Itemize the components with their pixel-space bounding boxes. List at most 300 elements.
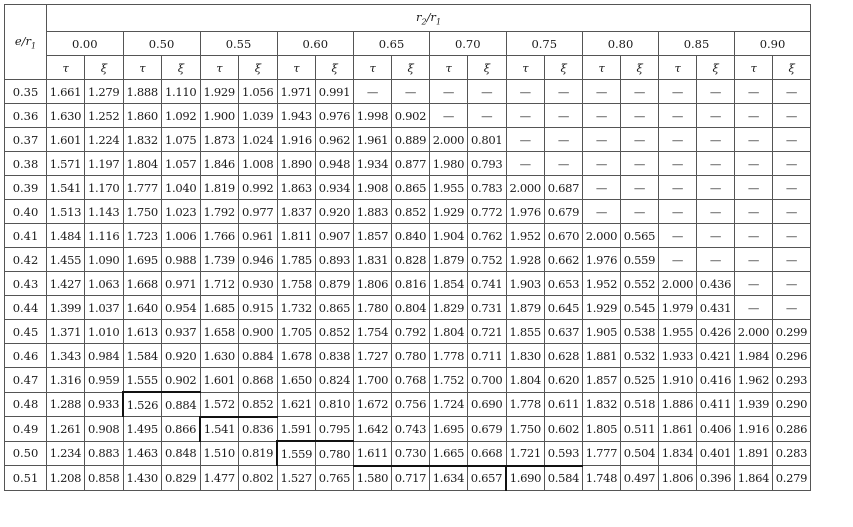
tau-value-cell: — <box>735 272 773 296</box>
xi-value-cell: 1.116 <box>85 224 124 248</box>
xi-value-cell: 0.893 <box>316 248 354 272</box>
tau-value-cell: 1.758 <box>277 272 316 296</box>
tau-value-cell: 1.864 <box>735 466 773 491</box>
xi-value-cell: 0.810 <box>316 392 354 417</box>
tau-value-cell: 1.829 <box>430 296 468 320</box>
xi-value-cell: 0.620 <box>545 368 583 393</box>
row-label-e: 0.42 <box>5 248 47 272</box>
tau-value-cell: 1.541 <box>47 176 85 200</box>
xi-value-cell: 0.518 <box>621 392 659 417</box>
table-row <box>5 272 811 296</box>
tau-value-cell: 1.834 <box>659 441 697 466</box>
tau-value-cell: — <box>354 80 392 104</box>
tau-value-cell: 1.695 <box>430 417 468 442</box>
xi-value-cell: — <box>697 128 735 152</box>
xi-symbol: ξ <box>468 56 507 80</box>
xi-value-cell: 0.717 <box>392 466 430 491</box>
xi-value-cell: 0.879 <box>316 272 354 296</box>
col-header-r: r <box>415 9 422 24</box>
xi-value-cell: 0.426 <box>697 320 735 344</box>
ratio-header-cell: 0.00 <box>47 32 124 56</box>
xi-value-cell: 0.828 <box>392 248 430 272</box>
tau-value-cell: 1.904 <box>430 224 468 248</box>
xi-value-cell: 1.075 <box>162 128 201 152</box>
xi-value-cell: 0.829 <box>162 466 201 491</box>
xi-value-cell: — <box>773 80 811 104</box>
tau-value-cell: 2.000 <box>430 128 468 152</box>
xi-value-cell: 0.762 <box>468 224 507 248</box>
xi-value-cell: 0.793 <box>468 152 507 176</box>
tau-value-cell: 1.766 <box>200 224 239 248</box>
tau-value-cell: 1.857 <box>583 368 621 393</box>
xi-value-cell: 0.984 <box>85 344 124 368</box>
tau-value-cell: 1.739 <box>200 248 239 272</box>
xi-value-cell: 0.752 <box>468 248 507 272</box>
xi-symbol: ξ <box>621 56 659 80</box>
xi-value-cell: 0.946 <box>239 248 278 272</box>
tau-value-cell: — <box>659 248 697 272</box>
tau-value-cell: 1.929 <box>200 80 239 104</box>
xi-value-cell: 1.224 <box>85 128 124 152</box>
ratio-header-row <box>5 32 811 56</box>
tau-value-cell: — <box>659 200 697 224</box>
xi-value-cell: — <box>545 80 583 104</box>
xi-value-cell: 0.802 <box>239 466 278 491</box>
xi-value-cell: 1.039 <box>239 104 278 128</box>
tau-value-cell: 1.860 <box>123 104 162 128</box>
tau-value-cell: 1.750 <box>123 200 162 224</box>
xi-value-cell: — <box>621 176 659 200</box>
tau-value-cell: 1.955 <box>430 176 468 200</box>
xi-value-cell: 0.816 <box>392 272 430 296</box>
tau-symbol: τ <box>200 56 239 80</box>
xi-value-cell: 0.792 <box>392 320 430 344</box>
tau-value-cell: 1.316 <box>47 368 85 393</box>
xi-value-cell: 0.840 <box>392 224 430 248</box>
tau-value-cell: — <box>583 128 621 152</box>
tau-value-cell: 1.857 <box>354 224 392 248</box>
tau-value-cell: 1.559 <box>277 441 316 466</box>
tau-value-cell: 1.998 <box>354 104 392 128</box>
xi-value-cell: 0.690 <box>468 392 507 417</box>
tau-value-cell: 1.455 <box>47 248 85 272</box>
tau-value-cell: 1.879 <box>506 296 545 320</box>
xi-value-cell: 0.756 <box>392 392 430 417</box>
tau-value-cell: 1.650 <box>277 368 316 393</box>
xi-value-cell: — <box>697 176 735 200</box>
tau-value-cell: — <box>583 80 621 104</box>
tau-value-cell: 1.748 <box>583 466 621 491</box>
tau-value-cell: 1.752 <box>430 368 468 393</box>
xi-value-cell: 1.092 <box>162 104 201 128</box>
xi-value-cell: — <box>697 200 735 224</box>
tau-value-cell: 1.526 <box>123 392 162 417</box>
tau-value-cell: 1.984 <box>735 344 773 368</box>
xi-value-cell: — <box>697 152 735 176</box>
xi-value-cell: 0.884 <box>162 392 201 417</box>
xi-value-cell: 1.040 <box>162 176 201 200</box>
tau-value-cell: 1.630 <box>200 344 239 368</box>
tau-value-cell: 1.234 <box>47 441 85 466</box>
xi-value-cell: 0.721 <box>468 320 507 344</box>
xi-value-cell: 0.838 <box>316 344 354 368</box>
xi-value-cell: 0.293 <box>773 368 811 393</box>
xi-value-cell: 0.977 <box>239 200 278 224</box>
xi-value-cell: 0.504 <box>621 441 659 466</box>
tau-value-cell: 1.658 <box>200 320 239 344</box>
row-label-e: 0.35 <box>5 80 47 104</box>
xi-value-cell: 0.933 <box>85 392 124 417</box>
tau-value-cell: 1.463 <box>123 441 162 466</box>
xi-value-cell: 0.497 <box>621 466 659 491</box>
tau-value-cell: — <box>506 104 545 128</box>
xi-value-cell: 0.920 <box>316 200 354 224</box>
tau-value-cell: — <box>735 152 773 176</box>
tau-value-cell: — <box>735 224 773 248</box>
tau-value-cell: 1.832 <box>123 128 162 152</box>
xi-value-cell: 0.971 <box>162 272 201 296</box>
xi-value-cell: 0.819 <box>239 441 278 466</box>
tau-value-cell: 1.477 <box>200 466 239 491</box>
table-row <box>5 128 811 152</box>
xi-value-cell: 0.780 <box>316 441 354 466</box>
xi-symbol: ξ <box>316 56 354 80</box>
xi-value-cell: — <box>621 104 659 128</box>
xi-value-cell: 0.908 <box>85 417 124 442</box>
tau-value-cell: 1.777 <box>583 441 621 466</box>
xi-value-cell: 0.700 <box>468 368 507 393</box>
xi-value-cell: 0.286 <box>773 417 811 442</box>
tau-value-cell: — <box>659 176 697 200</box>
row-label-e: 0.43 <box>5 272 47 296</box>
tau-value-cell: 1.891 <box>735 441 773 466</box>
tau-value-cell: 1.916 <box>277 128 316 152</box>
xi-value-cell: 0.852 <box>239 392 278 417</box>
table-container <box>4 4 811 491</box>
table-row <box>5 176 811 200</box>
tau-value-cell: 2.000 <box>506 176 545 200</box>
xi-value-cell: — <box>697 248 735 272</box>
row-label-e: 0.39 <box>5 176 47 200</box>
xi-value-cell: — <box>621 200 659 224</box>
xi-value-cell: 0.824 <box>316 368 354 393</box>
tau-value-cell: 1.513 <box>47 200 85 224</box>
xi-value-cell: 0.883 <box>85 441 124 466</box>
xi-value-cell: 0.865 <box>316 296 354 320</box>
xi-value-cell: 0.421 <box>697 344 735 368</box>
tau-value-cell: — <box>583 104 621 128</box>
tau-value-cell: 1.886 <box>659 392 697 417</box>
tau-value-cell: 1.343 <box>47 344 85 368</box>
tau-value-cell: 1.955 <box>659 320 697 344</box>
xi-value-cell: 0.730 <box>392 441 430 466</box>
tau-value-cell: 1.804 <box>506 368 545 393</box>
xi-value-cell: 1.252 <box>85 104 124 128</box>
xi-value-cell: 0.934 <box>316 176 354 200</box>
tau-value-cell: 1.873 <box>200 128 239 152</box>
xi-value-cell: 1.063 <box>85 272 124 296</box>
tau-symbol: τ <box>277 56 316 80</box>
tau-value-cell: 1.804 <box>123 152 162 176</box>
row-label-e: 0.36 <box>5 104 47 128</box>
row-label-e: 0.46 <box>5 344 47 368</box>
tau-value-cell: 1.855 <box>506 320 545 344</box>
tau-value-cell: 2.000 <box>735 320 773 344</box>
xi-value-cell: 1.023 <box>162 200 201 224</box>
xi-value-cell: 0.662 <box>545 248 583 272</box>
tau-value-cell: 1.621 <box>277 392 316 417</box>
tau-value-cell: — <box>583 200 621 224</box>
tau-value-cell: 1.903 <box>506 272 545 296</box>
xi-value-cell: 0.858 <box>85 466 124 491</box>
xi-value-cell: 0.411 <box>697 392 735 417</box>
tau-value-cell: 1.634 <box>430 466 468 491</box>
tau-value-cell: 1.571 <box>47 152 85 176</box>
table-row <box>5 466 811 491</box>
row-label-e: 0.44 <box>5 296 47 320</box>
xi-value-cell: 1.024 <box>239 128 278 152</box>
xi-value-cell: 0.545 <box>621 296 659 320</box>
xi-value-cell: 0.525 <box>621 368 659 393</box>
xi-value-cell: 0.602 <box>545 417 583 442</box>
tau-value-cell: 1.208 <box>47 466 85 491</box>
xi-value-cell: 1.006 <box>162 224 201 248</box>
tau-value-cell: 1.837 <box>277 200 316 224</box>
table-row <box>5 441 811 466</box>
xi-value-cell: — <box>621 152 659 176</box>
row-label-e: 0.51 <box>5 466 47 491</box>
tau-symbol: τ <box>659 56 697 80</box>
tau-value-cell: 1.672 <box>354 392 392 417</box>
tau-value-cell: 1.863 <box>277 176 316 200</box>
ratio-header-cell: 0.90 <box>735 32 811 56</box>
xi-value-cell: — <box>392 80 430 104</box>
tau-value-cell: — <box>506 80 545 104</box>
xi-value-cell: 0.416 <box>697 368 735 393</box>
row-header-e-over-r1 <box>5 5 47 80</box>
xi-value-cell: 0.279 <box>773 466 811 491</box>
tau-value-cell: 1.288 <box>47 392 85 417</box>
xi-value-cell: 0.795 <box>316 417 354 442</box>
tau-value-cell: 1.541 <box>200 417 239 442</box>
tau-value-cell: 1.778 <box>430 344 468 368</box>
xi-value-cell: 1.197 <box>85 152 124 176</box>
table-row <box>5 320 811 344</box>
xi-value-cell: 0.396 <box>697 466 735 491</box>
tau-value-cell: 1.804 <box>430 320 468 344</box>
row-label-e: 0.50 <box>5 441 47 466</box>
xi-value-cell: 0.436 <box>697 272 735 296</box>
tau-value-cell: 1.879 <box>430 248 468 272</box>
row-label-e: 0.49 <box>5 417 47 442</box>
tau-value-cell: 1.962 <box>735 368 773 393</box>
tau-value-cell: 1.754 <box>354 320 392 344</box>
tau-value-cell: 1.777 <box>123 176 162 200</box>
xi-value-cell: — <box>697 104 735 128</box>
tau-value-cell: 1.976 <box>583 248 621 272</box>
xi-value-cell: 0.565 <box>621 224 659 248</box>
xi-value-cell: 0.848 <box>162 441 201 466</box>
tau-value-cell: 1.881 <box>583 344 621 368</box>
xi-value-cell: 0.988 <box>162 248 201 272</box>
tau-value-cell: 1.712 <box>200 272 239 296</box>
xi-value-cell: 0.559 <box>621 248 659 272</box>
tau-value-cell: — <box>735 176 773 200</box>
xi-value-cell: — <box>545 128 583 152</box>
tau-value-cell: 1.721 <box>506 441 545 466</box>
xi-value-cell: — <box>697 224 735 248</box>
tau-value-cell: 1.910 <box>659 368 697 393</box>
tau-value-cell: 1.510 <box>200 441 239 466</box>
xi-value-cell: 0.687 <box>545 176 583 200</box>
xi-value-cell: 0.992 <box>239 176 278 200</box>
tau-value-cell: 1.724 <box>430 392 468 417</box>
xi-value-cell: 0.962 <box>316 128 354 152</box>
tau-value-cell: 1.980 <box>430 152 468 176</box>
tau-value-cell: 1.792 <box>200 200 239 224</box>
tau-symbol: τ <box>583 56 621 80</box>
xi-value-cell: 1.170 <box>85 176 124 200</box>
table-row <box>5 152 811 176</box>
xi-value-cell: 0.902 <box>392 104 430 128</box>
xi-value-cell: — <box>468 104 507 128</box>
xi-value-cell: 0.290 <box>773 392 811 417</box>
tau-value-cell: 1.484 <box>47 224 85 248</box>
xi-symbol: ξ <box>85 56 124 80</box>
xi-value-cell: 0.959 <box>85 368 124 393</box>
xi-value-cell: 0.645 <box>545 296 583 320</box>
tau-value-cell: — <box>659 104 697 128</box>
tau-value-cell: 1.572 <box>200 392 239 417</box>
xi-value-cell: 0.611 <box>545 392 583 417</box>
tau-value-cell: 1.952 <box>506 224 545 248</box>
tau-value-cell: 1.695 <box>123 248 162 272</box>
xi-value-cell: 0.915 <box>239 296 278 320</box>
tau-value-cell: 1.976 <box>506 200 545 224</box>
xi-value-cell: 0.954 <box>162 296 201 320</box>
tau-value-cell: 2.000 <box>583 224 621 248</box>
xi-value-cell: — <box>545 104 583 128</box>
table-row <box>5 224 811 248</box>
data-table <box>4 4 811 491</box>
xi-value-cell: — <box>773 272 811 296</box>
xi-value-cell: 0.668 <box>468 441 507 466</box>
xi-value-cell: — <box>773 152 811 176</box>
xi-value-cell: 0.431 <box>697 296 735 320</box>
tau-value-cell: 1.495 <box>123 417 162 442</box>
tau-value-cell: 1.778 <box>506 392 545 417</box>
tau-value-cell: 1.819 <box>200 176 239 200</box>
xi-value-cell: 0.731 <box>468 296 507 320</box>
xi-value-cell: 0.801 <box>468 128 507 152</box>
tau-value-cell: — <box>430 80 468 104</box>
row-label-e: 0.37 <box>5 128 47 152</box>
xi-value-cell: — <box>621 128 659 152</box>
xi-value-cell: 0.780 <box>392 344 430 368</box>
tau-value-cell: 1.900 <box>200 104 239 128</box>
tau-value-cell: 1.613 <box>123 320 162 344</box>
tau-value-cell: 1.668 <box>123 272 162 296</box>
tau-value-cell: 1.750 <box>506 417 545 442</box>
tau-value-cell: — <box>735 248 773 272</box>
tau-value-cell: — <box>735 104 773 128</box>
tau-value-cell: 1.854 <box>430 272 468 296</box>
xi-value-cell: 0.877 <box>392 152 430 176</box>
xi-symbol: ξ <box>545 56 583 80</box>
symbol-header-row <box>5 56 811 80</box>
xi-value-cell: 0.930 <box>239 272 278 296</box>
xi-value-cell: — <box>773 248 811 272</box>
xi-value-cell: 0.593 <box>545 441 583 466</box>
col-header-r2-over-r1 <box>47 5 811 32</box>
tau-value-cell: 1.723 <box>123 224 162 248</box>
tau-value-cell: 1.611 <box>354 441 392 466</box>
xi-value-cell: 0.991 <box>316 80 354 104</box>
table-row <box>5 80 811 104</box>
xi-symbol: ξ <box>697 56 735 80</box>
xi-value-cell: — <box>773 200 811 224</box>
tau-value-cell: 1.979 <box>659 296 697 320</box>
xi-value-cell: — <box>773 224 811 248</box>
tau-value-cell: 1.830 <box>506 344 545 368</box>
xi-value-cell: 0.679 <box>468 417 507 442</box>
xi-value-cell: 1.143 <box>85 200 124 224</box>
table-row <box>5 392 811 417</box>
ratio-header-cell: 0.80 <box>583 32 659 56</box>
xi-value-cell: — <box>468 80 507 104</box>
row-label-e: 0.40 <box>5 200 47 224</box>
tau-value-cell: 1.527 <box>277 466 316 491</box>
xi-value-cell: 0.889 <box>392 128 430 152</box>
tau-value-cell: 1.861 <box>659 417 697 442</box>
tau-value-cell: 1.890 <box>277 152 316 176</box>
xi-value-cell: 0.976 <box>316 104 354 128</box>
tau-value-cell: 1.846 <box>200 152 239 176</box>
xi-value-cell: 0.772 <box>468 200 507 224</box>
tau-value-cell: 1.685 <box>200 296 239 320</box>
xi-value-cell: 0.628 <box>545 344 583 368</box>
xi-value-cell: 0.679 <box>545 200 583 224</box>
row-header-label: e/r <box>14 33 32 48</box>
tau-value-cell: 1.785 <box>277 248 316 272</box>
tau-value-cell: — <box>506 152 545 176</box>
tau-value-cell: — <box>659 152 697 176</box>
xi-value-cell: 0.868 <box>239 368 278 393</box>
tau-value-cell: 1.580 <box>354 466 392 491</box>
tau-value-cell: — <box>583 176 621 200</box>
tau-value-cell: 1.929 <box>430 200 468 224</box>
xi-value-cell: 0.584 <box>545 466 583 491</box>
xi-symbol: ξ <box>239 56 278 80</box>
tau-value-cell: 1.640 <box>123 296 162 320</box>
tau-value-cell: — <box>583 152 621 176</box>
tau-value-cell: — <box>659 224 697 248</box>
tau-value-cell: 1.678 <box>277 344 316 368</box>
ratio-header-cell: 0.60 <box>277 32 354 56</box>
tau-value-cell: — <box>735 200 773 224</box>
row-label-e: 0.38 <box>5 152 47 176</box>
tau-value-cell: — <box>430 104 468 128</box>
row-label-e: 0.45 <box>5 320 47 344</box>
tau-value-cell: 1.601 <box>200 368 239 393</box>
xi-value-cell: 0.852 <box>392 200 430 224</box>
tau-value-cell: 1.780 <box>354 296 392 320</box>
xi-value-cell: 0.852 <box>316 320 354 344</box>
tau-value-cell: 1.261 <box>47 417 85 442</box>
tau-value-cell: 1.811 <box>277 224 316 248</box>
table-row <box>5 417 811 442</box>
tau-value-cell: 1.928 <box>506 248 545 272</box>
